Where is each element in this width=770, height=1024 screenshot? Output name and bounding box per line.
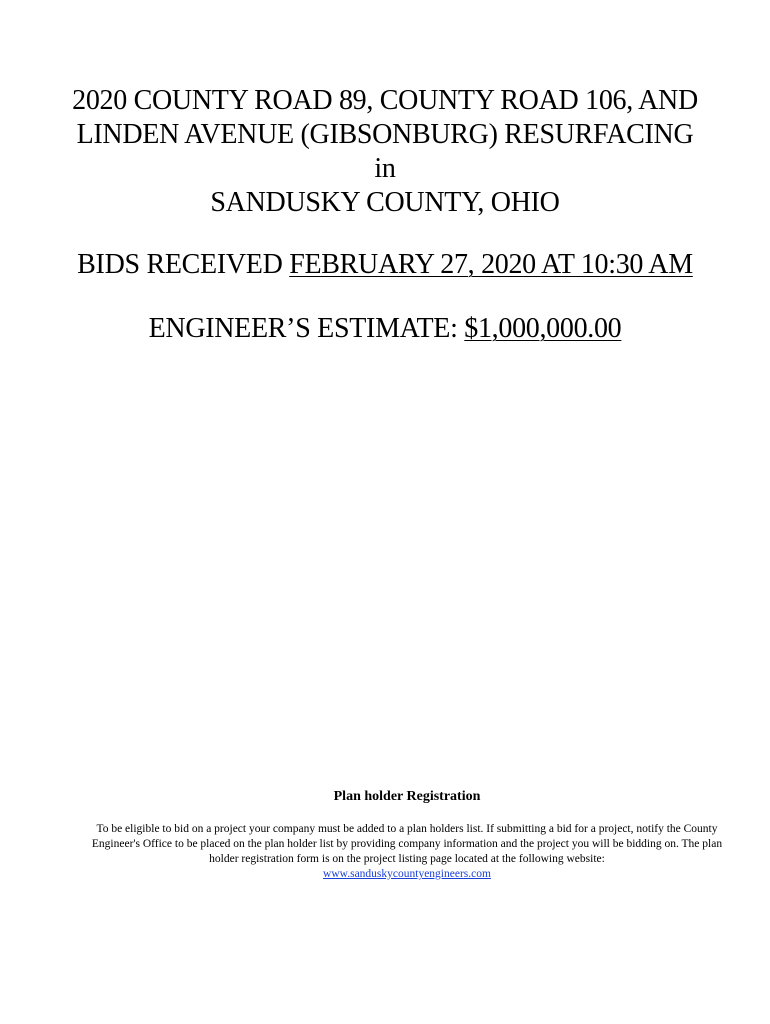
engineers-estimate-label: ENGINEER’S ESTIMATE: [148,313,458,344]
bids-received [0,248,770,282]
website-link[interactable]: www.sanduskycountyengineers.com [323,868,491,880]
registration-notice [90,822,724,882]
engineers-estimate-value: $1,000,000.00 [464,313,622,344]
registration-heading: Plan holder Registration [333,789,481,804]
bids-received-date: FEBRUARY 27, 2020 AT 10:30 AM [289,249,693,280]
engineers-estimate [0,312,770,346]
title-line-4: SANDUSKY COUNTY, OHIO [210,187,560,218]
title-line-2: LINDEN AVENUE (GIBSONBURG) RESURFACING [76,119,694,150]
project-title [0,84,770,220]
title-line-1: 2020 COUNTY ROAD 89, COUNTY ROAD 106, AND [72,85,698,116]
title-line-3: in [374,153,396,184]
bids-received-label: BIDS RECEIVED [77,249,283,280]
registration-body-text: To be eligible to bid on a project your company must be added to a plan holders list. If submitting a bid for a project, notify the County Engineer's Office to be placed on the plan holder list by providing company information and the project you will be bidding on. The plan holder registration form is on the project listing page located at the following website: [91,823,723,865]
